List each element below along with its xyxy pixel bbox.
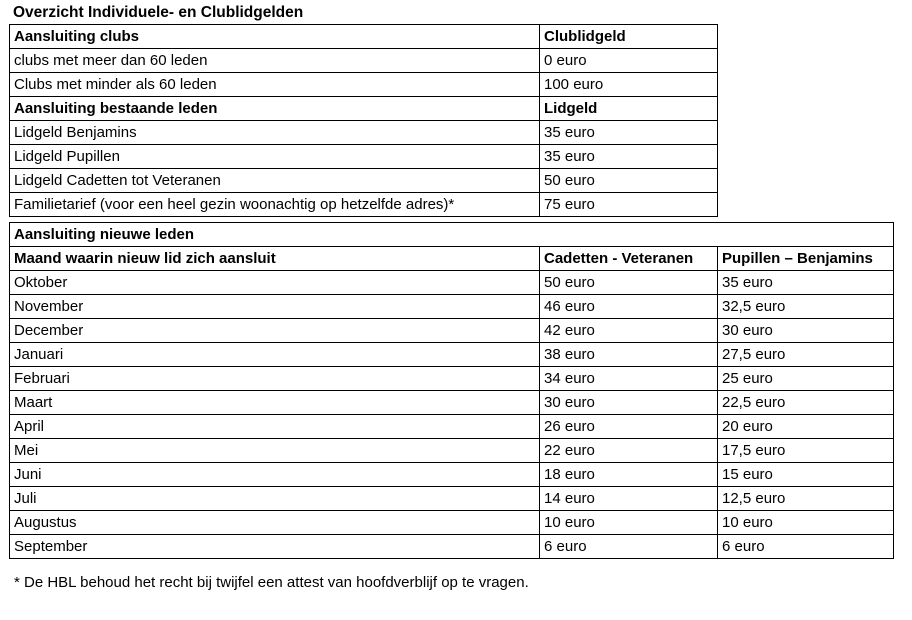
table-cell: Mei [10, 439, 540, 463]
table-cell: Pupillen – Benjamins [718, 247, 894, 271]
table-row [10, 487, 894, 511]
table-cell: Juni [10, 463, 540, 487]
clubs-header-row [10, 25, 718, 49]
table-cell: Februari [10, 367, 540, 391]
table-cell: Lidgeld [540, 97, 718, 121]
table-cell: Clublidgeld [540, 25, 718, 49]
table-cell: 17,5 euro [718, 439, 894, 463]
table-cell: 6 euro [718, 535, 894, 559]
table-cell: 22 euro [540, 439, 718, 463]
table-row [10, 415, 894, 439]
table-cell: Familietarief (voor een heel gezin woonachtig op hetzelfde adres)* [10, 193, 540, 217]
table-cell: 27,5 euro [718, 343, 894, 367]
table-cell: 18 euro [540, 463, 718, 487]
table-cell: September [10, 535, 540, 559]
table-cell: 100 euro [540, 73, 718, 97]
table-cell: 30 euro [718, 319, 894, 343]
table-cell: 75 euro [540, 193, 718, 217]
table-row [10, 169, 718, 193]
table-row [10, 73, 718, 97]
table-cell: 25 euro [718, 367, 894, 391]
table-cell: 35 euro [540, 145, 718, 169]
existing-header-row [10, 97, 718, 121]
table-row [10, 121, 718, 145]
table-cell: 0 euro [540, 49, 718, 73]
table-row [10, 391, 894, 415]
table-row [10, 319, 894, 343]
table-cell: Aansluiting nieuwe leden [10, 223, 894, 247]
table-row [10, 511, 894, 535]
table-cell: 26 euro [540, 415, 718, 439]
table-cell: Maart [10, 391, 540, 415]
table-cell: 14 euro [540, 487, 718, 511]
table-cell: 12,5 euro [718, 487, 894, 511]
table-cell: December [10, 319, 540, 343]
table-row [10, 271, 894, 295]
table-cell: 35 euro [718, 271, 894, 295]
table-cell: 22,5 euro [718, 391, 894, 415]
table-row [10, 439, 894, 463]
table-cell: Cadetten - Veteranen [540, 247, 718, 271]
table-cell: 10 euro [540, 511, 718, 535]
table-cell: 20 euro [718, 415, 894, 439]
table-row [10, 145, 718, 169]
table-cell: 15 euro [718, 463, 894, 487]
table-cell: 10 euro [718, 511, 894, 535]
table-cell: 32,5 euro [718, 295, 894, 319]
fees-table-new-members [9, 222, 894, 559]
table-row [10, 295, 894, 319]
table-cell: Oktober [10, 271, 540, 295]
table-row [10, 463, 894, 487]
table-cell: Maand waarin nieuw lid zich aansluit [10, 247, 540, 271]
table-cell: 38 euro [540, 343, 718, 367]
table-cell: 30 euro [540, 391, 718, 415]
table-cell: clubs met meer dan 60 leden [10, 49, 540, 73]
table-cell: Clubs met minder als 60 leden [10, 73, 540, 97]
table-cell: Januari [10, 343, 540, 367]
table-cell: Lidgeld Benjamins [10, 121, 540, 145]
table-row [10, 535, 894, 559]
table-row [10, 49, 718, 73]
table-cell: Augustus [10, 511, 540, 535]
table-cell: 42 euro [540, 319, 718, 343]
fees-table-clubs-existing [9, 24, 718, 217]
table-cell: 6 euro [540, 535, 718, 559]
table-cell: 35 euro [540, 121, 718, 145]
table-cell: 34 euro [540, 367, 718, 391]
table-cell: 50 euro [540, 169, 718, 193]
table-row [10, 367, 894, 391]
table-cell: Lidgeld Pupillen [10, 145, 540, 169]
table-cell: April [10, 415, 540, 439]
table-cell: Lidgeld Cadetten tot Veteranen [10, 169, 540, 193]
table-cell: 46 euro [540, 295, 718, 319]
table-row [10, 193, 718, 217]
table-row [10, 343, 894, 367]
new-members-section-row [10, 223, 894, 247]
document-title: Overzicht Individuele- en Clublidgelden [13, 4, 304, 21]
footnote: * De HBL behoud het recht bij twijfel een attest van hoofdverblijf op te vragen. [14, 574, 529, 591]
table-cell: Aansluiting bestaande leden [10, 97, 540, 121]
table-cell: Juli [10, 487, 540, 511]
table-cell: 50 euro [540, 271, 718, 295]
new-members-header-row [10, 247, 894, 271]
table-cell: Aansluiting clubs [10, 25, 540, 49]
table-cell: November [10, 295, 540, 319]
